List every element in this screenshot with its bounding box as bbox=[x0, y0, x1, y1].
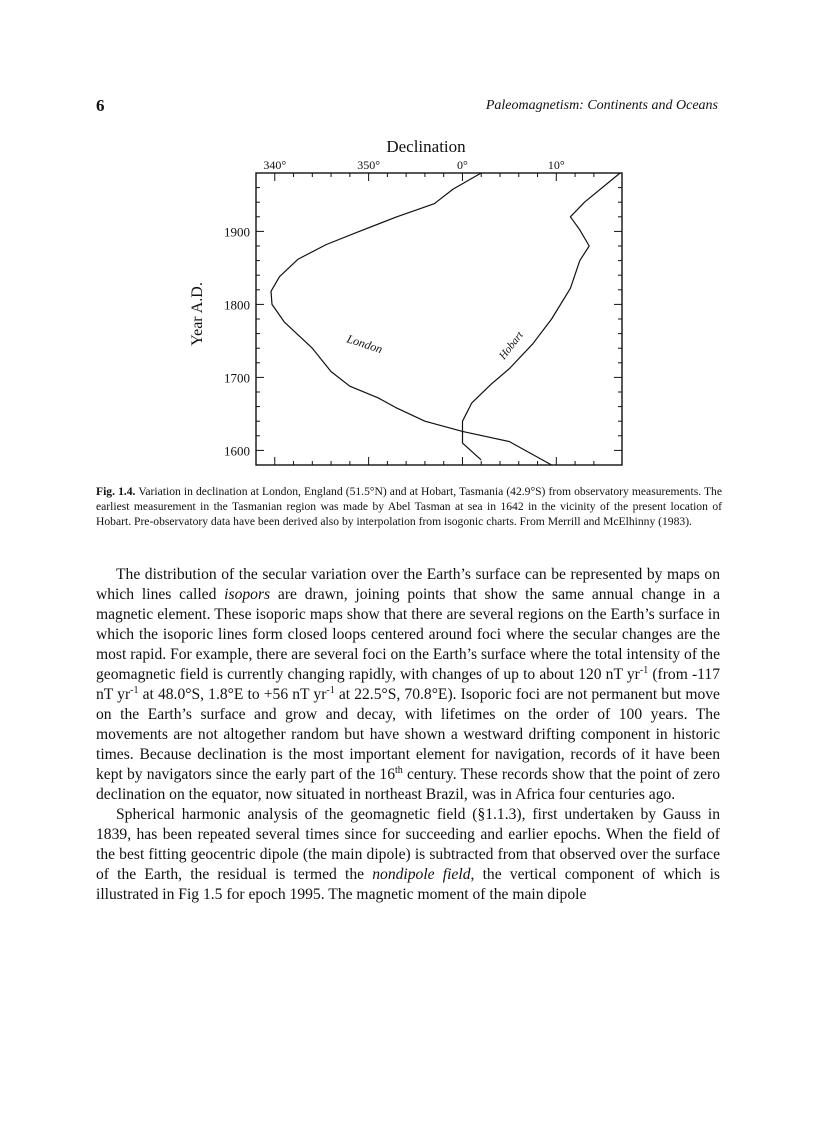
p1-sup-2: -1 bbox=[130, 684, 139, 696]
p1-sup-1: -1 bbox=[639, 664, 649, 676]
y-tick-label: 1900 bbox=[224, 224, 250, 240]
figure-caption bbox=[96, 484, 722, 530]
x-tick-label: 340° bbox=[263, 158, 287, 172]
series-line-london bbox=[271, 173, 552, 465]
p1-text-5: at 22.5°S, 70.8°E). Isoporic foci are not permanent but move on the Earth’s surface and grow and decay, with lifetimes on the order of 100 years. The movements are not altogether random but have shown a westward drifting component in historic times. Because declination is the most important element for navigation, records of it have been kept by navigators since the early part of the 16 bbox=[96, 686, 720, 783]
series-lines bbox=[271, 173, 620, 465]
p2-text-2: , the vertical component of which is illustrated in Fig 1.5 for epoch 1995. The magnetic moment of the main dipole bbox=[96, 866, 721, 903]
p2-term-nondipole: nondipole field bbox=[372, 866, 471, 883]
p2-text-1: Spherical harmonic analysis of the geomagnetic field (§1.1.3), first undertaken by Gauss in 1839, has been repeated several times since for succeeding and earlier epochs. When the field of the best fitting geocentric dipole (the main dipole) is subtracted from that observed over the surface of the Earth, the residual is termed the bbox=[96, 806, 720, 883]
p1-term-isopors: isopors bbox=[224, 586, 271, 603]
x-tick-labels bbox=[263, 158, 565, 172]
series-line-hobart bbox=[463, 173, 621, 460]
y-tick-label: 1600 bbox=[224, 443, 250, 459]
plot-frame bbox=[256, 173, 622, 465]
paragraph-2 bbox=[96, 805, 720, 905]
declination-figure bbox=[180, 128, 640, 478]
y-axis-label: Year A.D. bbox=[189, 282, 206, 346]
caption-text: Variation in declination at London, England (51.5°N) and at Hobart, Tasmania (42.9°S) from observatory measurements. The earliest measurement in the Tasmanian region was made by Abel Tasman at sea in 1642 in the vicinity of the present location of Hobart. Pre-observatory data have been derived also by interpolation from isogonic charts. From Merrill and McElhinny (1983). bbox=[96, 485, 722, 529]
p1-text-1: The distribution of the secular variation over the Earth’s surface can be represented by maps on which lines called bbox=[96, 566, 720, 603]
caption-label: Fig. 1.4. bbox=[96, 485, 136, 498]
p1-sup-3: -1 bbox=[326, 684, 335, 696]
label-london: London bbox=[345, 331, 385, 357]
body-text bbox=[96, 565, 720, 905]
chart-title: Declination bbox=[386, 137, 466, 156]
label-hobart: Hobart bbox=[496, 329, 526, 362]
page-number: 6 bbox=[96, 96, 105, 115]
p1-sup-4: th bbox=[395, 764, 403, 776]
paragraph-1 bbox=[96, 565, 720, 805]
x-tick-label: 350° bbox=[357, 158, 381, 172]
x-tick-label: 10° bbox=[547, 158, 565, 172]
p1-text-3: (from -117 nT yr bbox=[96, 666, 720, 703]
axis-ticks bbox=[256, 173, 622, 465]
y-tick-label: 1700 bbox=[224, 370, 250, 386]
y-tick-labels bbox=[224, 224, 250, 458]
p1-text-4: at 48.0°S, 1.8°E to +56 nT yr bbox=[138, 686, 327, 703]
p1-text-6: century. These records show that the point of zero declination on the equator, now situated in northeast Brazil, was in Africa four centuries ago. bbox=[96, 766, 720, 803]
y-tick-label: 1800 bbox=[224, 297, 250, 313]
running-title: Paleomagnetism: Continents and Oceans bbox=[485, 98, 718, 113]
p1-text-2: are drawn, joining points that show the same annual change in a magnetic element. These isoporic maps show that there are several regions on the Earth’s surface in which the isoporic lines form closed loops centered around foci where the secular changes are the most rapid. For example, there are several foci on the Earth’s surface where the total intensity of the geomagnetic field is currently changing rapidly, with changes of up to about 120 nT yr bbox=[96, 586, 720, 683]
x-tick-label: 0° bbox=[457, 158, 468, 172]
